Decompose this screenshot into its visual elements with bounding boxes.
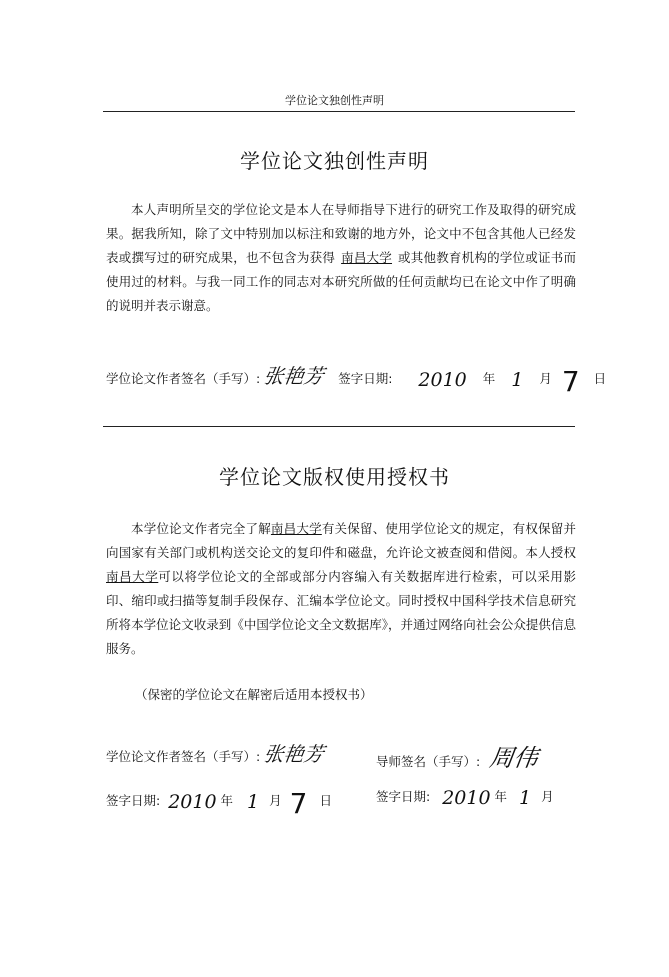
- advisor-signature: 周伟: [487, 744, 540, 772]
- advisor-date-month-unit: 月: [541, 789, 554, 804]
- declaration-university: 南昌大学: [341, 250, 393, 265]
- authorization-text-c: 可以将学位论文的全部或部分内容编入有关数据库进行检索，可以采用影印、缩印或扫描等复制手段保存、汇编本学位论文。同时授权中国科学技术信息研究所将本学位论文收录到《中国学位论文全文数据库》，并通过网络向社会公众提供信息服务。: [106, 569, 576, 656]
- advisor-date-year-unit: 年: [494, 789, 508, 804]
- declaration-date-year: 2010: [418, 369, 467, 391]
- author-date-month-unit: 月: [269, 793, 282, 808]
- declaration-date-month-unit: 月: [539, 371, 552, 386]
- declaration-date-label: 签字日期:: [338, 371, 393, 386]
- authorization-author-date-line: [106, 787, 332, 820]
- declaration-text-before: 本人声明所呈交的学位论文是本人在导师指导下进行的研究工作及取得的研究成果。据我所知，除了文中特别加以标注和致谢的地方外，论文中不包含其他人已经发表或撰写过的研究成果，也不包含为获得: [106, 202, 576, 265]
- declaration-title: 学位论文独创性声明: [240, 149, 429, 173]
- confidential-note: （保密的学位论文在解密后适用本授权书）: [135, 687, 373, 702]
- advisor-sig-label: 导师签名（手写）:: [376, 754, 481, 769]
- advisor-date-line: [376, 787, 554, 809]
- authorization-title: 学位论文版权使用授权书: [219, 465, 450, 489]
- declaration-author-sig-label: 学位论文作者签名（手写）:: [106, 371, 261, 386]
- declaration-date-year-unit: 年: [482, 371, 496, 386]
- declaration-text-after: 或其他教育机构的学位或证书而使用过的材料。与我一同工作的同志对本研究所做的任何贡献均已在论文中作了明确的说明并表示谢意。: [106, 250, 576, 313]
- author-date-day: 7: [289, 787, 308, 820]
- declaration-date-month: 1: [511, 369, 524, 391]
- declaration-signature-line: [106, 360, 606, 398]
- author-date-month: 1: [247, 791, 260, 813]
- declaration-date-day-unit: 日: [593, 371, 607, 386]
- authorization-university-1: 南昌大学: [270, 521, 322, 536]
- authorization-author-signature: 张艳芳: [262, 742, 326, 766]
- author-date-year: 2010: [168, 791, 217, 813]
- declaration-date-day: 7: [561, 365, 580, 398]
- section-divider: [103, 426, 575, 427]
- advisor-date-month: 1: [519, 787, 532, 809]
- authorization-author-signature-line: [106, 738, 324, 767]
- authorization-text-b: 有关保留、使用学位论文的规定，有权保留并向国家有关部门或机构送交论文的复印件和磁盘，允许论文被查阅和借阅。本人授权: [106, 521, 576, 560]
- authorization-author-sig-label: 学位论文作者签名（手写）:: [106, 749, 261, 764]
- authorization-paragraph: [106, 517, 576, 661]
- advisor-signature-line: [376, 738, 538, 773]
- author-date-label: 签字日期:: [106, 793, 161, 808]
- header-rule: [103, 111, 575, 112]
- authorization-text-a: 本学位论文作者完全了解: [131, 521, 271, 536]
- advisor-date-year: 2010: [442, 787, 491, 809]
- authorization-university-2: 南昌大学: [106, 569, 159, 584]
- declaration-paragraph: [106, 198, 576, 318]
- author-date-day-unit: 日: [319, 793, 332, 808]
- advisor-date-label: 签字日期:: [376, 789, 431, 804]
- author-date-year-unit: 年: [220, 793, 234, 808]
- running-header: 学位论文独创性声明: [285, 94, 384, 107]
- declaration-author-signature: 张艳芳: [262, 364, 326, 388]
